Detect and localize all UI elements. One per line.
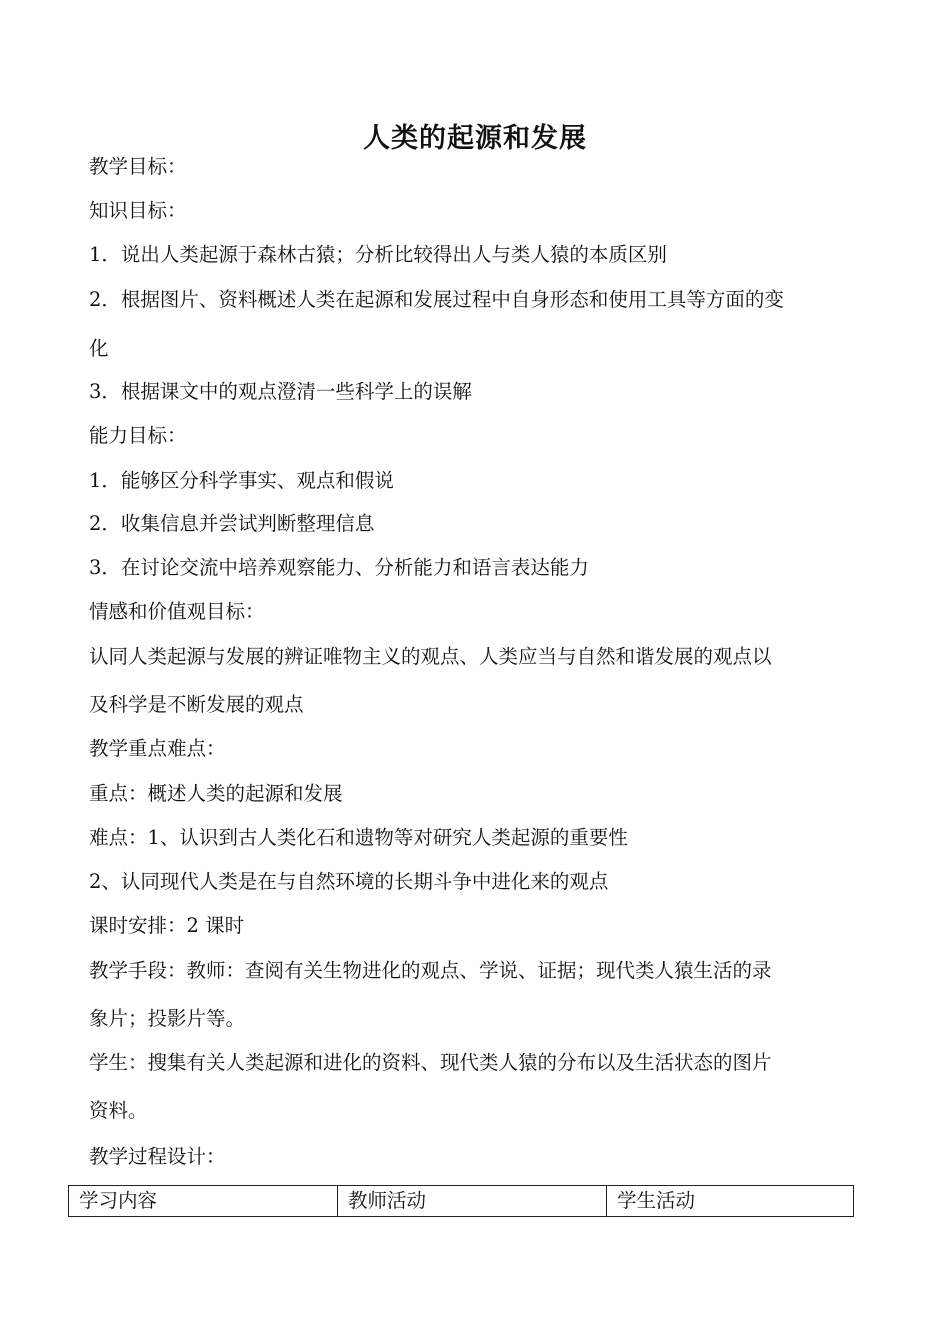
teaching-means-student: 学生：搜集有关人类起源和进化的资料、现代类人猿的分布以及生活状态的图片 [89, 1051, 772, 1074]
knowledge-goal-3: 3．根据课文中的观点澄清一些科学上的误解 [89, 380, 472, 403]
header-student-activity: 学生活动 [607, 1186, 854, 1217]
heading-knowledge-goals: 知识目标： [89, 199, 187, 222]
emotion-goal-text-continued: 及科学是不断发展的观点 [89, 693, 304, 716]
heading-emotion-goals: 情感和价值观目标： [89, 600, 265, 623]
heading-teaching-goals: 教学目标： [89, 155, 187, 178]
knowledge-goal-2: 2．根据图片、资料概述人类在起源和发展过程中自身形态和使用工具等方面的变 [89, 288, 784, 311]
ability-goal-2: 2．收集信息并尝试判断整理信息 [89, 512, 375, 535]
teaching-means-teacher-continued: 象片；投影片等。 [89, 1007, 246, 1030]
class-hours: 课时安排：2 课时 [89, 914, 245, 937]
knowledge-goal-1: 1．说出人类起源于森林古猿；分析比较得出人与类人猿的本质区别 [89, 243, 667, 266]
knowledge-goal-2-continued: 化 [89, 337, 109, 360]
teaching-means-student-continued: 资料。 [89, 1099, 148, 1122]
ability-goal-3: 3．在讨论交流中培养观察能力、分析能力和语言表达能力 [89, 556, 589, 579]
heading-ability-goals: 能力目标： [89, 424, 187, 447]
header-learning-content: 学习内容 [69, 1186, 338, 1217]
difficulty-2: 2、认同现代人类是在与自然环境的长期斗争中进化来的观点 [89, 870, 609, 893]
emotion-goal-text: 认同人类起源与发展的辨证唯物主义的观点、人类应当与自然和谐发展的观点以 [89, 645, 772, 668]
difficulty-1: 难点：1、认识到古人类化石和遗物等对研究人类起源的重要性 [89, 826, 628, 849]
document-title: 人类的起源和发展 [363, 123, 587, 154]
heading-process-design: 教学过程设计： [89, 1145, 226, 1168]
teaching-means-teacher: 教学手段：教师：查阅有关生物进化的观点、学说、证据；现代类人猿生活的录 [89, 959, 772, 982]
table-header-row [69, 1186, 854, 1217]
key-point: 重点：概述人类的起源和发展 [89, 782, 343, 805]
header-teacher-activity: 教师活动 [338, 1186, 607, 1217]
heading-key-points: 教学重点难点： [89, 737, 226, 760]
ability-goal-1: 1．能够区分科学事实、观点和假说 [89, 469, 394, 492]
process-table [68, 1185, 854, 1217]
